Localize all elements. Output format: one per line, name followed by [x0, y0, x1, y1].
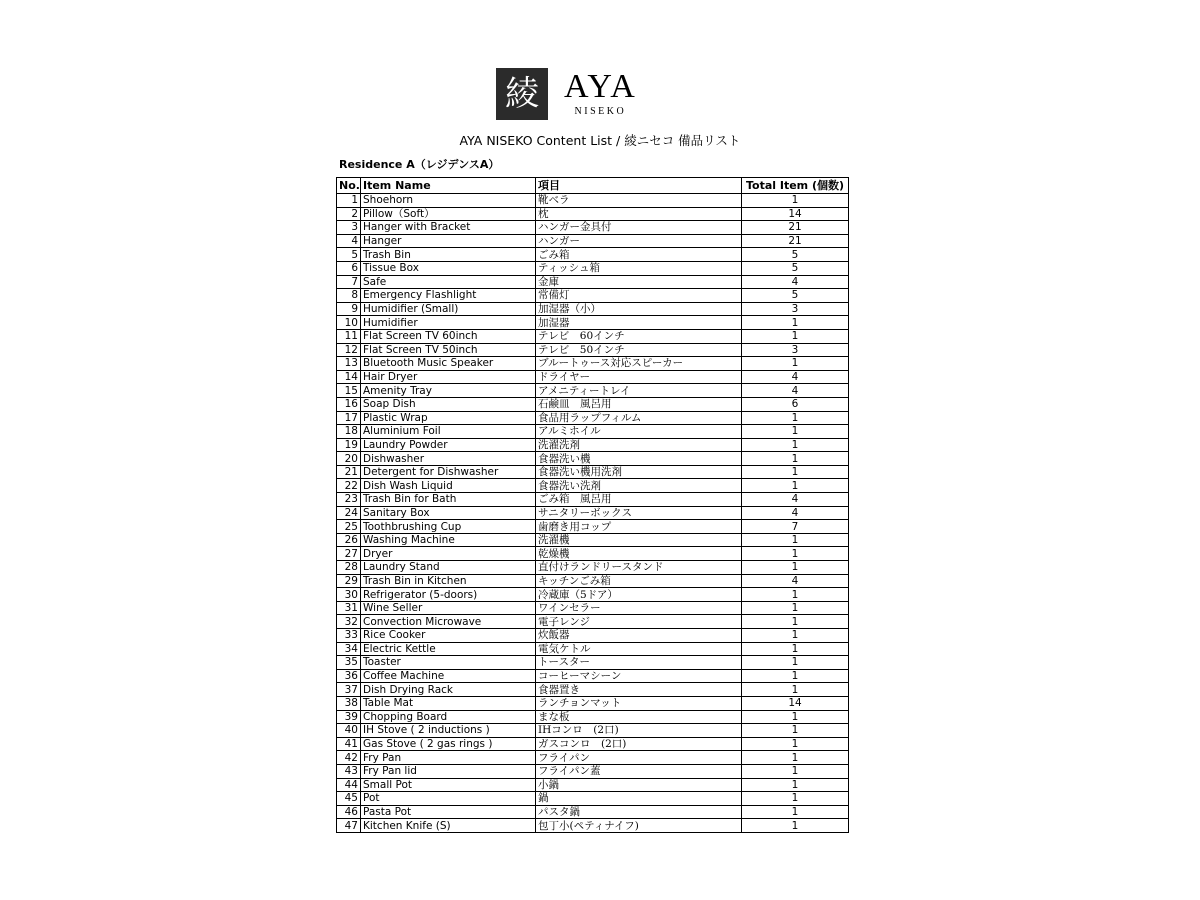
table-row — [337, 805, 849, 819]
total-count-cell: 1 — [742, 411, 849, 425]
row-number: 32 — [337, 615, 361, 629]
item-name-cell: Hanger with Bracket — [361, 221, 536, 235]
row-number: 41 — [337, 737, 361, 751]
item-name-cell: Dish Wash Liquid — [361, 479, 536, 493]
total-count-cell: 1 — [742, 642, 849, 656]
item-name-japanese-cell: ドライヤー — [536, 370, 742, 384]
item-name-japanese-cell: ガスコンロ (2口) — [536, 737, 742, 751]
table-header-row — [337, 178, 849, 194]
item-name-japanese-cell: テレビ 60インチ — [536, 329, 742, 343]
total-count-cell: 1 — [742, 656, 849, 670]
row-number: 13 — [337, 357, 361, 371]
item-name-cell: Chopping Board — [361, 710, 536, 724]
table-row — [337, 370, 849, 384]
row-number: 10 — [337, 316, 361, 330]
row-number: 22 — [337, 479, 361, 493]
item-name-japanese-cell: 金庫 — [536, 275, 742, 289]
table-row — [337, 764, 849, 778]
row-number: 5 — [337, 248, 361, 262]
item-name-cell: Trash Bin — [361, 248, 536, 262]
total-count-cell: 1 — [742, 710, 849, 724]
table-row — [337, 465, 849, 479]
table-row — [337, 819, 849, 833]
row-number: 15 — [337, 384, 361, 398]
total-count-cell: 14 — [742, 696, 849, 710]
item-name-cell: Sanitary Box — [361, 506, 536, 520]
row-number: 36 — [337, 669, 361, 683]
total-count-cell: 1 — [742, 615, 849, 629]
item-name-japanese-cell: テレビ 50インチ — [536, 343, 742, 357]
item-name-cell: Aluminium Foil — [361, 425, 536, 439]
section-title: Residence A（レジデンスA） — [339, 158, 500, 171]
table-row — [337, 357, 849, 371]
item-name-cell: Laundry Stand — [361, 561, 536, 575]
row-number: 4 — [337, 234, 361, 248]
item-name-japanese-cell: 鍋 — [536, 792, 742, 806]
item-name-japanese-cell: 食品用ラップフィルム — [536, 411, 742, 425]
total-count-cell: 4 — [742, 370, 849, 384]
item-name-japanese-cell: 小鍋 — [536, 778, 742, 792]
total-count-cell: 1 — [742, 452, 849, 466]
total-count-cell: 4 — [742, 574, 849, 588]
table-row — [337, 683, 849, 697]
item-name-cell: Laundry Powder — [361, 438, 536, 452]
row-number: 45 — [337, 792, 361, 806]
item-name-cell: Hanger — [361, 234, 536, 248]
row-number: 20 — [337, 452, 361, 466]
total-count-cell: 1 — [742, 357, 849, 371]
total-count-cell: 1 — [742, 588, 849, 602]
item-name-cell: Emergency Flashlight — [361, 289, 536, 303]
column-header-japanese: 項目 — [536, 178, 742, 194]
total-count-cell: 14 — [742, 207, 849, 221]
item-name-japanese-cell: まな板 — [536, 710, 742, 724]
row-number: 14 — [337, 370, 361, 384]
item-name-japanese-cell: 石鹸皿 風呂用 — [536, 397, 742, 411]
total-count-cell: 1 — [742, 751, 849, 765]
item-name-cell: Pasta Pot — [361, 805, 536, 819]
total-count-cell: 1 — [742, 669, 849, 683]
row-number: 21 — [337, 465, 361, 479]
total-count-cell: 4 — [742, 275, 849, 289]
table-row — [337, 737, 849, 751]
item-name-japanese-cell: フライパン — [536, 751, 742, 765]
row-number: 6 — [337, 261, 361, 275]
item-name-japanese-cell: 常備灯 — [536, 289, 742, 303]
item-name-cell: Pillow（Soft） — [361, 207, 536, 221]
item-name-cell: Coffee Machine — [361, 669, 536, 683]
table-row — [337, 588, 849, 602]
logo-name: AYA — [564, 68, 637, 105]
item-name-cell: Humidifier — [361, 316, 536, 330]
content-list-table — [336, 177, 849, 833]
item-name-japanese-cell: 直付けランドリースタンド — [536, 561, 742, 575]
item-name-cell: Rice Cooker — [361, 629, 536, 643]
row-number: 3 — [337, 221, 361, 235]
table-row — [337, 656, 849, 670]
item-name-japanese-cell: 包丁小(ペティナイフ) — [536, 819, 742, 833]
table-row — [337, 615, 849, 629]
table-row — [337, 493, 849, 507]
item-name-cell: Fry Pan — [361, 751, 536, 765]
row-number: 16 — [337, 397, 361, 411]
total-count-cell: 1 — [742, 724, 849, 738]
total-count-cell: 1 — [742, 329, 849, 343]
item-name-cell: Plastic Wrap — [361, 411, 536, 425]
item-name-cell: Soap Dish — [361, 397, 536, 411]
row-number: 19 — [337, 438, 361, 452]
item-name-japanese-cell: 冷蔵庫（5ドア） — [536, 588, 742, 602]
item-name-cell: Dishwasher — [361, 452, 536, 466]
total-count-cell: 1 — [742, 601, 849, 615]
item-name-japanese-cell: アメニティートレイ — [536, 384, 742, 398]
item-name-cell: Wine Seller — [361, 601, 536, 615]
table-row — [337, 438, 849, 452]
item-name-cell: Fry Pan lid — [361, 764, 536, 778]
table-row — [337, 669, 849, 683]
table-row — [337, 547, 849, 561]
table-row — [337, 696, 849, 710]
table-row — [337, 792, 849, 806]
item-name-cell: Amenity Tray — [361, 384, 536, 398]
item-name-japanese-cell: 歯磨き用コップ — [536, 520, 742, 534]
total-count-cell: 1 — [742, 764, 849, 778]
table-row — [337, 207, 849, 221]
table-row — [337, 520, 849, 534]
item-name-cell: Trash Bin for Bath — [361, 493, 536, 507]
item-name-japanese-cell: ティッシュ箱 — [536, 261, 742, 275]
column-header-total: Total Item (個数) — [742, 178, 849, 194]
column-header-item-name: Item Name — [361, 178, 536, 194]
item-name-japanese-cell: 食器洗い機 — [536, 452, 742, 466]
item-name-japanese-cell: パスタ鍋 — [536, 805, 742, 819]
item-name-cell: Hair Dryer — [361, 370, 536, 384]
item-name-japanese-cell: ブルートゥース対応スピーカー — [536, 357, 742, 371]
item-name-japanese-cell: コーヒーマシーン — [536, 669, 742, 683]
item-name-cell: Washing Machine — [361, 533, 536, 547]
row-number: 30 — [337, 588, 361, 602]
item-name-japanese-cell: 加湿器（小） — [536, 302, 742, 316]
total-count-cell: 1 — [742, 194, 849, 208]
total-count-cell: 1 — [742, 792, 849, 806]
total-count-cell: 4 — [742, 506, 849, 520]
row-number: 42 — [337, 751, 361, 765]
row-number: 47 — [337, 819, 361, 833]
item-name-japanese-cell: ハンガー金具付 — [536, 221, 742, 235]
total-count-cell: 5 — [742, 289, 849, 303]
total-count-cell: 1 — [742, 465, 849, 479]
item-name-japanese-cell: 乾燥機 — [536, 547, 742, 561]
logo-mark: 綾 — [496, 68, 548, 120]
column-header-no: No. — [337, 178, 361, 194]
item-name-japanese-cell: 洗濯洗剤 — [536, 438, 742, 452]
table-row — [337, 397, 849, 411]
row-number: 25 — [337, 520, 361, 534]
item-name-cell: Electric Kettle — [361, 642, 536, 656]
row-number: 17 — [337, 411, 361, 425]
table-row — [337, 724, 849, 738]
row-number: 18 — [337, 425, 361, 439]
table-row — [337, 751, 849, 765]
item-name-cell: Humidifier (Small) — [361, 302, 536, 316]
item-name-cell: Dryer — [361, 547, 536, 561]
table-row — [337, 261, 849, 275]
item-name-cell: Dish Drying Rack — [361, 683, 536, 697]
item-name-japanese-cell: 電気ケトル — [536, 642, 742, 656]
item-name-japanese-cell: キッチンごみ箱 — [536, 574, 742, 588]
total-count-cell: 6 — [742, 397, 849, 411]
item-name-cell: Tissue Box — [361, 261, 536, 275]
item-name-japanese-cell: IHコンロ (2口) — [536, 724, 742, 738]
item-name-cell: Kitchen Knife (S) — [361, 819, 536, 833]
table-row — [337, 289, 849, 303]
table-row — [337, 384, 849, 398]
item-name-cell: Shoehorn — [361, 194, 536, 208]
table-row — [337, 710, 849, 724]
table-row — [337, 506, 849, 520]
table-row — [337, 194, 849, 208]
total-count-cell: 1 — [742, 683, 849, 697]
total-count-cell: 1 — [742, 438, 849, 452]
row-number: 31 — [337, 601, 361, 615]
item-name-japanese-cell: ごみ箱 風呂用 — [536, 493, 742, 507]
row-number: 46 — [337, 805, 361, 819]
item-name-cell: Flat Screen TV 50inch — [361, 343, 536, 357]
item-name-japanese-cell: 食器洗い機用洗剤 — [536, 465, 742, 479]
item-name-japanese-cell: 枕 — [536, 207, 742, 221]
row-number: 33 — [337, 629, 361, 643]
item-name-japanese-cell: 食器洗い洗剤 — [536, 479, 742, 493]
item-name-japanese-cell: サニタリーボックス — [536, 506, 742, 520]
row-number: 29 — [337, 574, 361, 588]
table-row — [337, 275, 849, 289]
document-title: AYA NISEKO Content List / 綾ニセコ 備品リスト — [459, 133, 741, 148]
total-count-cell: 5 — [742, 248, 849, 262]
total-count-cell: 1 — [742, 479, 849, 493]
table-row — [337, 248, 849, 262]
row-number: 35 — [337, 656, 361, 670]
item-name-japanese-cell: 靴ベラ — [536, 194, 742, 208]
row-number: 12 — [337, 343, 361, 357]
table-row — [337, 343, 849, 357]
item-name-cell: IH Stove ( 2 inductions ) — [361, 724, 536, 738]
total-count-cell: 5 — [742, 261, 849, 275]
logo-text — [564, 70, 637, 118]
row-number: 40 — [337, 724, 361, 738]
item-name-japanese-cell: ごみ箱 — [536, 248, 742, 262]
item-name-cell: Gas Stove ( 2 gas rings ) — [361, 737, 536, 751]
total-count-cell: 1 — [742, 425, 849, 439]
row-number: 28 — [337, 561, 361, 575]
total-count-cell: 3 — [742, 302, 849, 316]
item-name-japanese-cell: アルミホイル — [536, 425, 742, 439]
table-row — [337, 533, 849, 547]
table-row — [337, 629, 849, 643]
brand-logo — [496, 68, 648, 120]
row-number: 1 — [337, 194, 361, 208]
table-row — [337, 234, 849, 248]
row-number: 43 — [337, 764, 361, 778]
total-count-cell: 21 — [742, 221, 849, 235]
total-count-cell: 1 — [742, 778, 849, 792]
table-row — [337, 574, 849, 588]
total-count-cell: 3 — [742, 343, 849, 357]
table-row — [337, 642, 849, 656]
item-name-cell: Refrigerator (5-doors) — [361, 588, 536, 602]
item-name-japanese-cell: フライパン蓋 — [536, 764, 742, 778]
total-count-cell: 1 — [742, 561, 849, 575]
row-number: 44 — [337, 778, 361, 792]
item-name-cell: Small Pot — [361, 778, 536, 792]
table-row — [337, 452, 849, 466]
total-count-cell: 7 — [742, 520, 849, 534]
item-name-japanese-cell: 炊飯器 — [536, 629, 742, 643]
total-count-cell: 21 — [742, 234, 849, 248]
row-number: 24 — [337, 506, 361, 520]
total-count-cell: 1 — [742, 533, 849, 547]
item-name-cell: Bluetooth Music Speaker — [361, 357, 536, 371]
item-name-japanese-cell: トースター — [536, 656, 742, 670]
item-name-japanese-cell: ハンガー — [536, 234, 742, 248]
total-count-cell: 4 — [742, 493, 849, 507]
table-row — [337, 561, 849, 575]
item-name-japanese-cell: 食器置き — [536, 683, 742, 697]
row-number: 26 — [337, 533, 361, 547]
table-row — [337, 425, 849, 439]
total-count-cell: 4 — [742, 384, 849, 398]
item-name-japanese-cell: 加湿器 — [536, 316, 742, 330]
total-count-cell: 1 — [742, 805, 849, 819]
item-name-cell: Flat Screen TV 60inch — [361, 329, 536, 343]
item-name-cell: Table Mat — [361, 696, 536, 710]
row-number: 7 — [337, 275, 361, 289]
total-count-cell: 1 — [742, 819, 849, 833]
row-number: 9 — [337, 302, 361, 316]
item-name-cell: Trash Bin in Kitchen — [361, 574, 536, 588]
item-name-cell: Safe — [361, 275, 536, 289]
table-row — [337, 329, 849, 343]
logo-subtitle: NISEKO — [574, 106, 627, 117]
item-name-cell: Toothbrushing Cup — [361, 520, 536, 534]
row-number: 27 — [337, 547, 361, 561]
item-name-japanese-cell: ランチョンマット — [536, 696, 742, 710]
row-number: 8 — [337, 289, 361, 303]
table-row — [337, 316, 849, 330]
table-row — [337, 221, 849, 235]
item-name-japanese-cell: ワインセラー — [536, 601, 742, 615]
table-row — [337, 601, 849, 615]
item-name-cell: Pot — [361, 792, 536, 806]
total-count-cell: 1 — [742, 629, 849, 643]
row-number: 2 — [337, 207, 361, 221]
total-count-cell: 1 — [742, 547, 849, 561]
table-row — [337, 411, 849, 425]
table-row — [337, 778, 849, 792]
table-row — [337, 479, 849, 493]
total-count-cell: 1 — [742, 737, 849, 751]
item-name-cell: Toaster — [361, 656, 536, 670]
row-number: 38 — [337, 696, 361, 710]
row-number: 23 — [337, 493, 361, 507]
row-number: 37 — [337, 683, 361, 697]
item-name-japanese-cell: 洗濯機 — [536, 533, 742, 547]
table-row — [337, 302, 849, 316]
item-name-cell: Convection Microwave — [361, 615, 536, 629]
row-number: 39 — [337, 710, 361, 724]
item-name-cell: Detergent for Dishwasher — [361, 465, 536, 479]
item-name-japanese-cell: 電子レンジ — [536, 615, 742, 629]
total-count-cell: 1 — [742, 316, 849, 330]
row-number: 11 — [337, 329, 361, 343]
row-number: 34 — [337, 642, 361, 656]
